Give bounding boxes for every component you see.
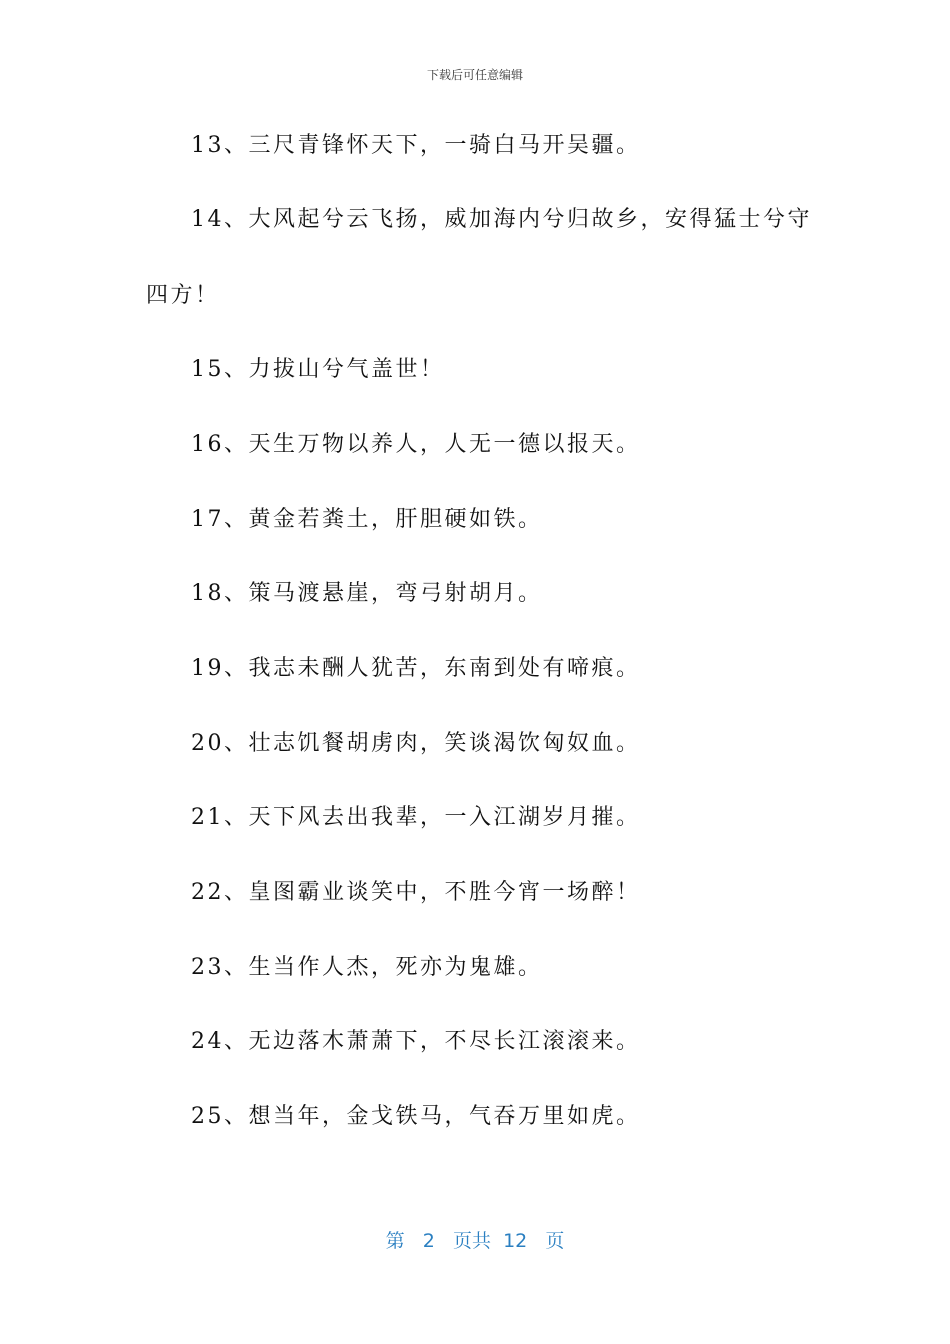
quote-line-23: 23、生当作人杰，死亦为鬼雄。: [191, 955, 543, 980]
quote-line-25: 25、想当年，金戈铁马，气吞万里如虎。: [191, 1104, 641, 1129]
quote-line-15: 15、力拔山兮气盖世！: [191, 357, 445, 382]
quote-line-21: 21、天下风去出我辈，一入江湖岁月摧。: [191, 805, 641, 830]
page-label-prefix: 第: [385, 1230, 405, 1252]
quote-line-17: 17、黄金若粪土，肝胆硬如铁。: [191, 507, 543, 532]
quote-line-20: 20、壮志饥餐胡虏肉，笑谈渴饮匈奴血。: [191, 731, 641, 756]
header-note: 下载后可任意编辑: [426, 68, 523, 82]
quote-line-14: 14、大风起兮云飞扬，威加海内兮归故乡，安得猛士兮守: [191, 207, 812, 232]
quote-line-14-continued: 四方！: [146, 283, 220, 308]
page-footer: [0, 1226, 950, 1253]
page-total: 12: [503, 1230, 528, 1252]
quote-line-24: 24、无边落木萧萧下，不尽长江滚滚来。: [191, 1029, 641, 1054]
quote-line-22: 22、皇图霸业谈笑中，不胜今宵一场醉！: [191, 880, 641, 905]
page-label-mid: 页共: [452, 1230, 491, 1252]
quote-line-19: 19、我志未酬人犹苦，东南到处有啼痕。: [191, 656, 641, 681]
page-label-suffix: 页: [545, 1230, 565, 1252]
quote-line-16: 16、天生万物以养人，人无一德以报天。: [191, 432, 641, 457]
quote-line-13: 13、三尺青锋怀天下，一骑白马开吴疆。: [191, 133, 641, 158]
page-current: 2: [422, 1230, 435, 1252]
quote-line-18: 18、策马渡悬崖，弯弓射胡月。: [191, 581, 543, 606]
